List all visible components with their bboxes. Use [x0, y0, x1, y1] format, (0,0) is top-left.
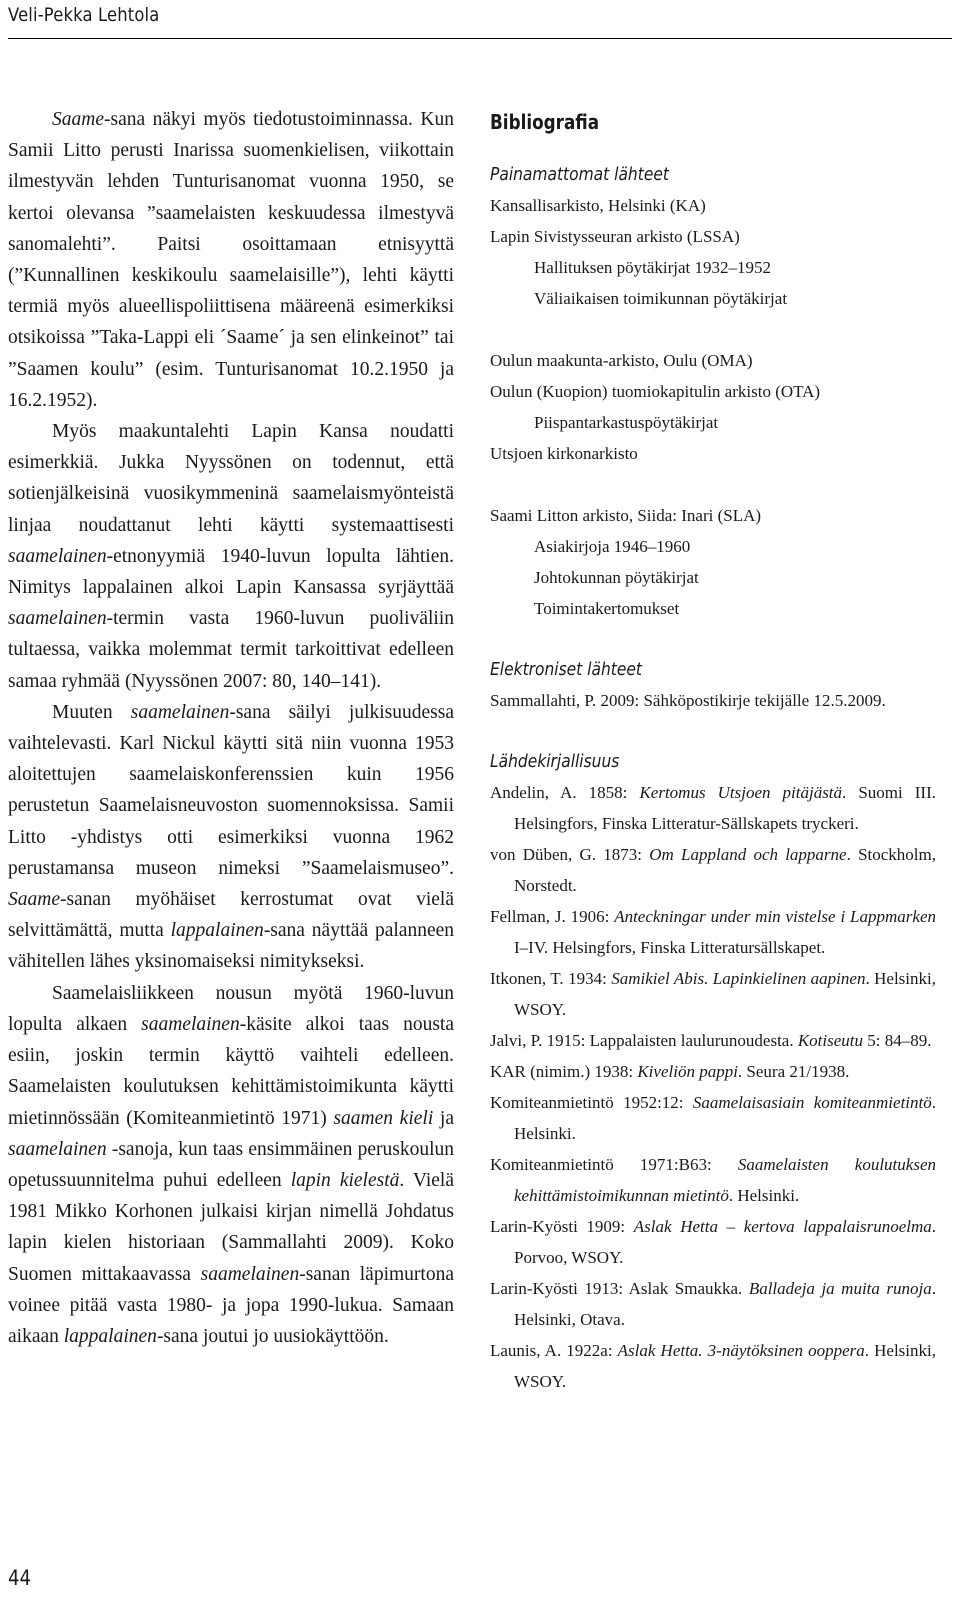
reference-entry: von Düben, G. 1873: Om Lappland och lapparne. Stockholm, Norstedt.: [490, 845, 937, 895]
archive-list: [490, 500, 936, 531]
reference-entry: Larin-Kyösti 1913: Aslak Smaukka. Balladeja ja muita runoja. Helsinki, Otava.: [490, 1279, 936, 1329]
archive-entry: Asiakirjoja 1946–1960: [534, 537, 691, 556]
archive-list: [490, 190, 936, 252]
electronic-sources-heading: Elektroniset lähteet: [490, 659, 642, 680]
literature-reference-list: [490, 777, 936, 1397]
archive-entry: Toimintakertomukset: [534, 599, 680, 618]
reference-entry: Itkonen, T. 1934: Samikiel Abis. Lapinkielinen aapinen. Helsinki, WSOY.: [490, 969, 936, 1019]
bibliography-title: Bibliografia: [490, 110, 600, 134]
reference-entry: Launis, A. 1922a: Aslak Hetta. 3-näytöksinen ooppera. Helsinki, WSOY.: [490, 1341, 936, 1391]
archive-sublist: [490, 531, 936, 624]
archive-entry: Hallituksen pöytäkirjat 1932–1952: [534, 258, 772, 277]
reference-entry: KAR (nimim.) 1938: Kiveliön pappi. Seura 21/1938.: [490, 1062, 850, 1081]
reference-entry: Komiteanmietintö 1952:12: Saamelaisasiain komiteanmietintö. Helsinki.: [490, 1093, 936, 1143]
bibliography-column: [490, 108, 936, 1397]
body-paragraph: Saame-sana näkyi myös tiedotustoiminnassa. Kun Samii Litto perusti Inarissa suomenkielisen, viikottain ilmestyvän lehden Tunturisanomat vuonna 1950, se kertoi olevansa ”saamelaisten keskuudessa ilmestyvä sanomalehti”. Paitsi osoittamaan etnisyyttä (”Kunnallinen keskikoulu saamelaisille”), lehti käytti termiä myös alueellispoliittisena määreenä esimerkiksi otsikoissa ”Taka-Lappi eli ´Saame´ ja sen elinkeinot” tai ”Saamen koulu” (esim. Tunturisanomat 10.2.1950 ja 16.2.1952).: [8, 109, 454, 411]
archive-entry: Saami Litton arkisto, Siida: Inari (SLA): [490, 506, 762, 525]
reference-entry: Larin-Kyösti 1909: Aslak Hetta – kertova lappalaisrunoelma. Porvoo, WSOY.: [490, 1217, 936, 1267]
page-number: 44: [8, 1566, 31, 1590]
archive-list: [490, 345, 936, 407]
archive-entry: Utsjoen kirkonarkisto: [490, 444, 638, 463]
reference-entry: Andelin, A. 1858: Kertomus Utsjoen pitäjästä. Suomi III. Helsingfors, Finska Litteratur-Sällskapets tryckeri.: [490, 783, 937, 833]
archive-entry: Väliaikaisen toimikunnan pöytäkirjat: [534, 289, 788, 308]
archive-entry: Oulun (Kuopion) tuomiokapitulin arkisto (OTA): [490, 382, 821, 401]
page-header: [8, 0, 952, 39]
archive-entry: Piispantarkastuspöytäkirjat: [534, 413, 719, 432]
archive-sublist: [490, 252, 936, 314]
reference-entry: Fellman, J. 1906: Anteckningar under min vistelse i Lappmarken I–IV. Helsingfors, Finska Litteratursällskapet.: [490, 907, 936, 957]
reference-entry: Komiteanmietintö 1971:B63: Saamelaisten koulutuksen kehittämistoimikunnan mietintö. Helsinki.: [490, 1155, 936, 1205]
literature-heading: Lähdekirjallisuus: [490, 751, 620, 772]
archive-entry: Kansallisarkisto, Helsinki (KA): [490, 196, 706, 215]
reference-entry: Jalvi, P. 1915: Lappalaisten laulurunoudesta. Kotiseutu 5: 84–89.: [490, 1031, 932, 1050]
electronic-reference-list: [490, 685, 936, 716]
author-name: Veli-Pekka Lehtola: [8, 4, 160, 26]
unpublished-sources-heading: Painamattomat lähteet: [490, 164, 669, 185]
body-paragraph: Myös maakuntalehti Lapin Kansa noudatti esimerkkiä. Jukka Nyyssönen on todennut, että sotienjälkeisinä vuosikymmeninä saamelaismyönteistä linjaa noudattanut lehti käytti systemaattisesti saamelainen-etnonyymiä 1940-luvun lopulta lähtien. Nimitys lappalainen alkoi Lapin Kansassa syrjäyttää saamelainen-termin vasta 1960-luvun puoliväliin tultaessa, vaikka molemmat termit tarkoittivat edelleen samaa ryhmää (Nyyssönen 2007: 80, 140–141).: [8, 421, 454, 692]
archive-entry: Lapin Sivistysseuran arkisto (LSSA): [490, 227, 740, 246]
body-paragraph: Muuten saamelainen-sana säilyi julkisuudessa vaihtelevasti. Karl Nickul käytti sitä niin vuonna 1953 aloitettujen saamelaiskonferenssien kuin 1956 perustetun Saamelaisneuvoston suomennoksissa. Samii Litto -yhdistys otti esimerkiksi vuonna 1962 perustamansa museon nimeksi ”Saamelaismuseo”. Saame-sanan myöhäiset kerrostumat ovat vielä selvittämättä, mutta lappalainen-sana näyttää palanneen vähitellen lähes yksinomaiseksi nimitykseksi.: [8, 701, 455, 973]
body-text-column: [8, 104, 454, 1352]
archive-list: [490, 438, 936, 469]
archive-entry: Oulun maakunta-arkisto, Oulu (OMA): [490, 351, 753, 370]
archive-sublist: [490, 407, 936, 438]
reference-entry: Sammallahti, P. 2009: Sähköpostikirje tekijälle 12.5.2009.: [490, 691, 886, 710]
body-paragraph: Saamelaisliikkeen nousun myötä 1960-luvun lopulta alkaen saamelainen-käsite alkoi taas nousta esiin, joskin termin käyttö vaihteli edelleen. Saamelaisten koulutuksen kehittämistoimikunta käytti mietinnössään (Komiteanmietintö 1971) saamen kieli ja saamelainen -sanoja, kun taas ensimmäinen peruskoulun opetussuunnitelma puhui edelleen lapin kielestä. Vielä 1981 Mikko Korhonen julkaisi kirjan nimellä Johdatus lapin kielen historiaan (Sammallahti 2009). Koko Suomen mittakaavassa saamelainen-sanan läpimurtona voinee pitää vasta 1980- ja jopa 1990-lukua. Samaan aikaan lappalainen-sana joutui jo uusiokäyttöön.: [8, 982, 455, 1347]
archive-entry: Johtokunnan pöytäkirjat: [534, 568, 699, 587]
